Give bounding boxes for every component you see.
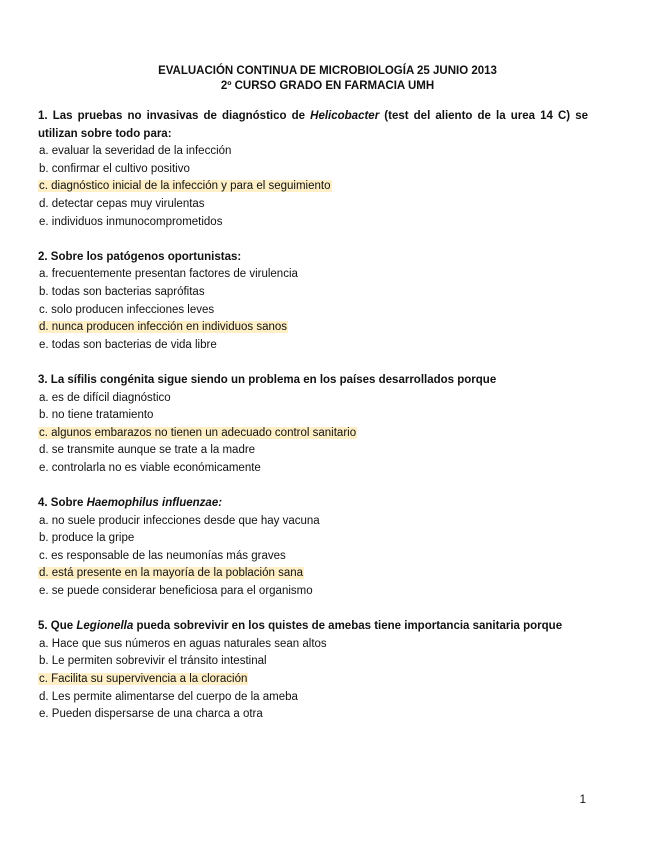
- answer-option-d: d. detectar cepas muy virulentas: [39, 197, 205, 210]
- question-number: 5.: [38, 620, 48, 633]
- question-title: 5. Que Legionella pueda sobrevivir en los quistes de amebas tiene importancia sanitaria porque: [38, 620, 563, 633]
- exam-subtitle: 2º CURSO GRADO EN FARMACIA UMH: [220, 80, 435, 92]
- question-title: 1. Las pruebas no invasivas de diagnóstico de Helicobacter (test del aliento de la urea 14 C) se utilizan sobre todo para:: [38, 110, 589, 140]
- question-number: 1.: [38, 110, 48, 122]
- answer-option-a: a. no suele producir infecciones desde que hay vacuna: [39, 514, 320, 527]
- taxon-name: Haemophilus influenzae:: [86, 497, 223, 510]
- question-1: [38, 108, 588, 231]
- question-3: [38, 372, 588, 478]
- question-number: 2.: [38, 250, 48, 263]
- taxon-name: Legionella: [76, 620, 134, 633]
- question-5: [38, 618, 588, 724]
- question-2: [38, 249, 588, 355]
- question-title: 2. Sobre los patógenos oportunistas:: [38, 250, 242, 263]
- answer-option-d-correct: d. está presente en la mayoría de la población sana: [39, 567, 304, 580]
- answer-option-d: d. se transmite aunque se trate a la madre: [39, 444, 256, 457]
- answer-option-a: a. Hace que sus números en aguas naturales sean altos: [39, 637, 327, 650]
- question-title: 4. Sobre Haemophilus influenzae:: [38, 497, 223, 510]
- answer-option-b: b. no tiene tratamiento: [39, 409, 154, 422]
- taxon-name: Helicobacter: [310, 110, 380, 122]
- answer-option-a: a. evaluar la severidad de la infección: [39, 145, 232, 158]
- exam-title: EVALUACIÓN CONTINUA DE MICROBIOLOGÍA 25 JUNIO 2013: [158, 65, 497, 77]
- page-number: 1: [579, 794, 586, 806]
- answer-option-c: c. solo producen infecciones leves: [39, 303, 215, 316]
- answer-option-c-correct: c. diagnóstico inicial de la infección y para el seguimiento: [39, 180, 331, 193]
- answer-option-e: e. Pueden dispersarse de una charca a otra: [39, 708, 263, 721]
- answer-option-b: b. Le permiten sobrevivir el tránsito intestinal: [39, 655, 267, 668]
- answer-option-c-correct: c. Facilita su supervivencia a la cloración: [39, 673, 248, 685]
- question-number: 4.: [38, 497, 48, 510]
- question-title: 3. La sífilis congénita sigue siendo un problema en los países desarrollados porque: [38, 373, 497, 386]
- answer-option-b: b. todas son bacterias saprófitas: [39, 285, 205, 298]
- answer-option-e: e. individuos inmunocomprometidos: [39, 215, 223, 228]
- answer-option-c: c. es responsable de las neumonías más graves: [39, 549, 286, 562]
- answer-option-a: a. es de difícil diagnóstico: [39, 391, 171, 404]
- answer-option-a: a. frecuentemente presentan factores de virulencia: [39, 268, 298, 281]
- answer-option-e: e. controlarla no es viable económicamente: [39, 461, 261, 474]
- question-list: [38, 108, 588, 741]
- answer-option-e: e. se puede considerar beneficiosa para el organismo: [39, 585, 313, 598]
- answer-option-d-correct: d. nunca producen infección en individuos sanos: [39, 321, 288, 334]
- question-number: 3.: [38, 373, 48, 386]
- question-4: [38, 495, 588, 601]
- answer-option-c-correct: c. algunos embarazos no tienen un adecuado control sanitario: [39, 426, 357, 439]
- answer-option-b: b. produce la gripe: [39, 532, 135, 545]
- answer-option-e: e. todas son bacterias de vida libre: [39, 338, 217, 351]
- answer-option-d: d. Les permite alimentarse del cuerpo de la ameba: [39, 690, 298, 703]
- exam-header: [0, 64, 655, 94]
- answer-option-b: b. confirmar el cultivo positivo: [39, 162, 190, 175]
